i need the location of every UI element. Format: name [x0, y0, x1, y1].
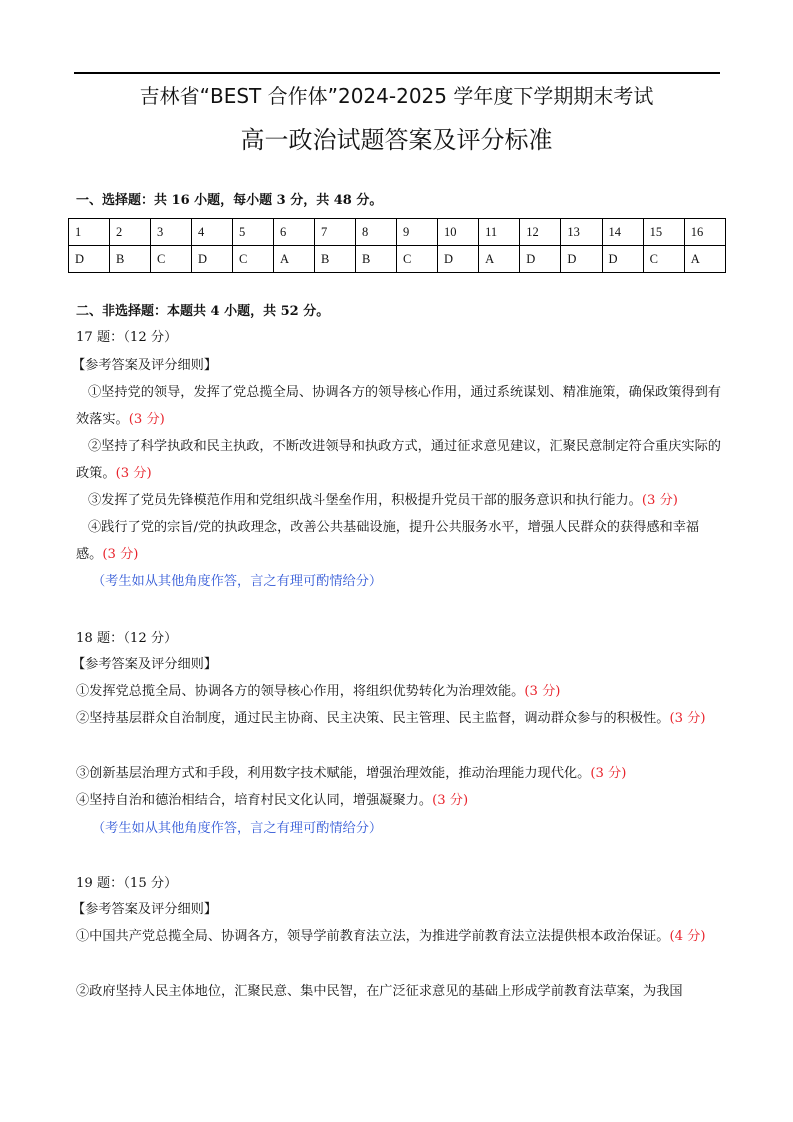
question-number-cell: 8: [355, 219, 396, 246]
question-number-row: [69, 219, 726, 246]
item-text: ①中国共产党总揽全局、协调各方，领导学前教育法立法，为推进学前教育法立法提供根本政治保证。: [76, 929, 670, 944]
question-number-cell: 2: [110, 219, 151, 246]
question-number-cell: 5: [233, 219, 274, 246]
answer-table: [68, 218, 726, 273]
q18-item: [76, 705, 722, 732]
answer-cell: D: [437, 246, 478, 273]
question-number-cell: 12: [520, 219, 561, 246]
item-text: ③发挥了党员先锋模范作用和党组织战斗堡垒作用，积极提升党员干部的服务意识和执行能力。: [88, 493, 642, 508]
answer-cell: B: [315, 246, 356, 273]
item-score: (3 分): [102, 547, 139, 562]
q18-item: [76, 760, 722, 787]
q17-heading: 17 题：（12 分）: [76, 330, 178, 345]
question-number-cell: 16: [684, 219, 725, 246]
q17-item: [76, 433, 722, 487]
answer-cell: C: [151, 246, 192, 273]
q18-item: [76, 787, 722, 814]
item-score: (3 分): [590, 766, 627, 781]
q19-item: [76, 978, 722, 1005]
answer-cell: C: [643, 246, 684, 273]
q17-label: 【参考答案及评分细则】: [72, 358, 218, 373]
item-score: (3 分): [669, 711, 706, 726]
item-score: (3 分): [524, 684, 561, 699]
q17-item: [76, 514, 722, 568]
item-text: ①发挥党总揽全局、协调各方的领导核心作用，将组织优势转化为治理效能。: [76, 684, 525, 699]
answer-cell: D: [69, 246, 110, 273]
question-number-cell: 10: [437, 219, 478, 246]
q18-heading: 18 题：（12 分）: [76, 631, 178, 646]
item-text: ③创新基层治理方式和手段，利用数字技术赋能，增强治理效能，推动治理能力现代化。: [76, 766, 591, 781]
q19-item: [76, 923, 722, 950]
question-number-cell: 7: [315, 219, 356, 246]
question-number-cell: 4: [191, 219, 232, 246]
answer-cell: B: [110, 246, 151, 273]
answer-cell: D: [561, 246, 602, 273]
section2-heading: 二、非选择题：本题共 4 小题，共 52 分。: [76, 304, 330, 319]
header-rule: [74, 72, 720, 74]
question-number-cell: 6: [273, 219, 314, 246]
q18-label: 【参考答案及评分细则】: [72, 657, 218, 672]
q17-item: [76, 379, 722, 433]
item-text: ①坚持党的领导，发挥了党总揽全局、协调各方的领导核心作用，通过系统谋划、精准施策，确保政策得到有效落实。: [76, 385, 721, 427]
q19-label: 【参考答案及评分细则】: [72, 902, 218, 917]
q18-note: （考生如从其他角度作答，言之有理可酌情给分）: [92, 821, 383, 836]
item-text: ②坚持基层群众自治制度，通过民主协商、民主决策、民主管理、民主监督，调动群众参与的积极性。: [76, 711, 670, 726]
q19-heading: 19 题：（15 分）: [76, 876, 178, 891]
answer-cell: C: [396, 246, 437, 273]
item-score: (3 分): [115, 466, 152, 481]
section1-heading: 一、选择题：共 16 小题，每小题 3 分，共 48 分。: [76, 193, 383, 208]
exam-title: 吉林省“BEST 合作体”2024-2025 学年度下学期期末考试: [139, 84, 654, 108]
q17-note: （考生如从其他角度作答，言之有理可酌情给分）: [92, 574, 383, 589]
q17-item: [76, 487, 722, 514]
q18-item: [76, 678, 722, 705]
question-number-cell: 1: [69, 219, 110, 246]
question-number-cell: 14: [602, 219, 643, 246]
item-score: (3 分): [641, 493, 678, 508]
answer-cell: D: [520, 246, 561, 273]
question-number-cell: 11: [479, 219, 520, 246]
answer-key-title: 高一政治试题答案及评分标准: [240, 126, 553, 154]
item-score: (3 分): [128, 412, 165, 427]
item-text: ②政府坚持人民主体地位，汇聚民意、集中民智，在广泛征求意见的基础上形成学前教育法草案，为我国: [76, 984, 683, 999]
answer-cell: C: [233, 246, 274, 273]
question-number-cell: 15: [643, 219, 684, 246]
question-number-cell: 13: [561, 219, 602, 246]
item-score: (3 分): [432, 793, 469, 808]
answer-cell: D: [602, 246, 643, 273]
question-number-cell: 3: [151, 219, 192, 246]
item-score: (4 分): [669, 929, 706, 944]
answer-cell: B: [355, 246, 396, 273]
item-text: ④践行了党的宗旨/党的执政理念，改善公共基础设施，提升公共服务水平，增强人民群众的获得感和幸福感。: [76, 520, 700, 562]
answer-cell: A: [684, 246, 725, 273]
answer-cell: A: [479, 246, 520, 273]
answer-cell: A: [273, 246, 314, 273]
item-text: ④坚持自治和德治相结合，培育村民文化认同，增强凝聚力。: [76, 793, 433, 808]
question-number-cell: 9: [396, 219, 437, 246]
answer-row: [69, 246, 726, 273]
answer-cell: D: [191, 246, 232, 273]
item-text: ②坚持了科学执政和民主执政，不断改进领导和执政方式，通过征求意见建议，汇聚民意制定符合重庆实际的政策。: [76, 439, 721, 481]
